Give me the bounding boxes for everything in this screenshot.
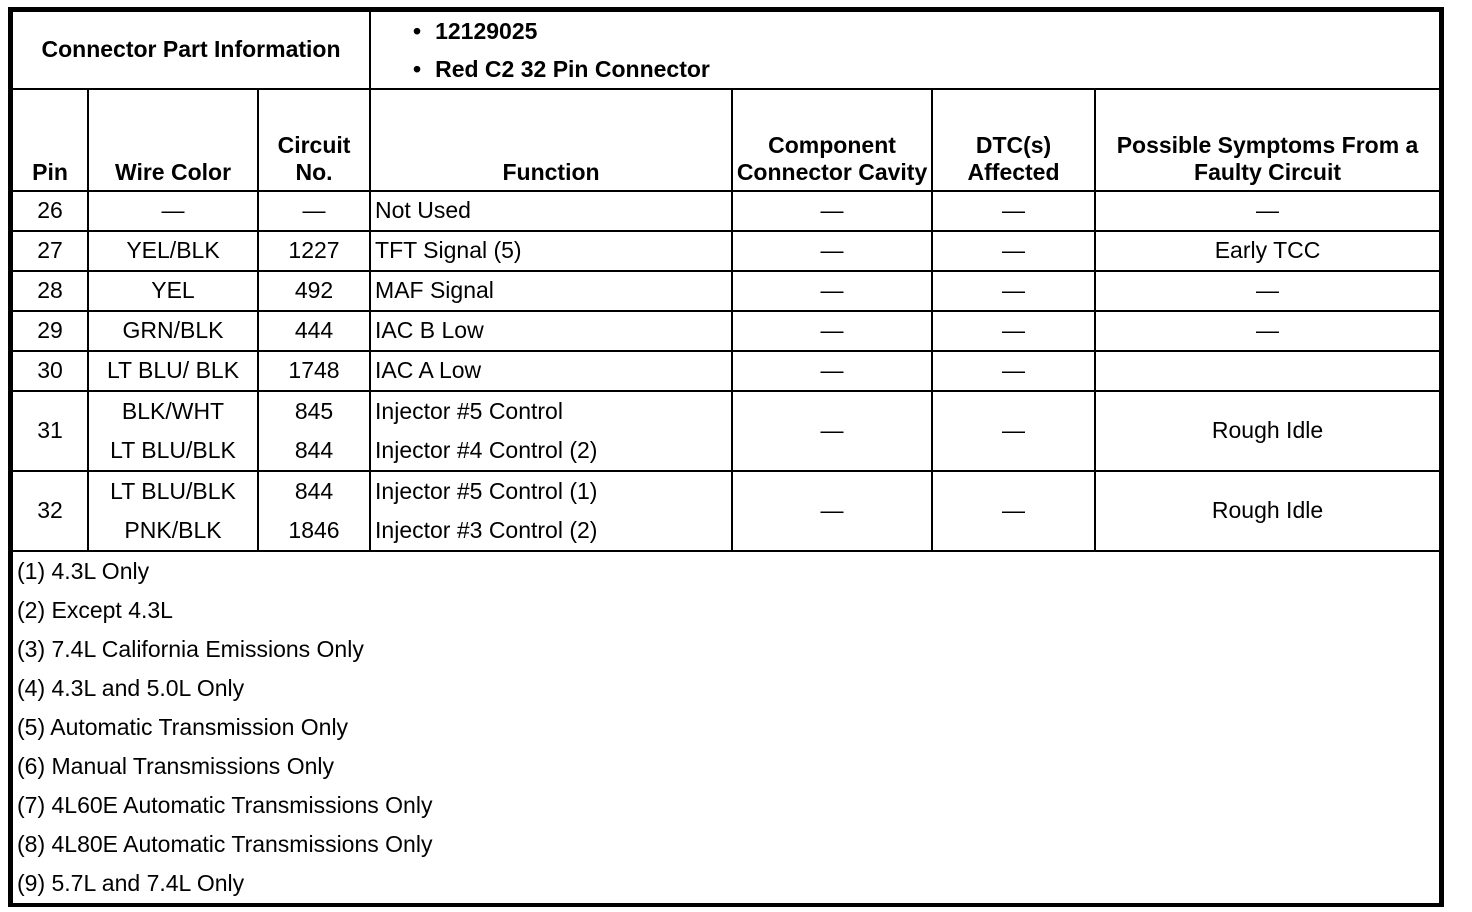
notes-cell xyxy=(12,551,1440,904)
footnote: (4) 4.3L and 5.0L Only xyxy=(17,675,245,701)
function-cell xyxy=(370,391,732,471)
connector-table xyxy=(11,10,1441,905)
wire-color-cell-line: BLK/WHT xyxy=(121,398,225,424)
footnote: (6) Manual Transmissions Only xyxy=(17,753,334,779)
wire-color-cell-line: LT BLU/BLK xyxy=(110,478,236,504)
header-cavity: Component Connector Cavity xyxy=(732,89,932,191)
footnote: (5) Automatic Transmission Only xyxy=(17,714,349,740)
symptoms-cell xyxy=(1095,351,1440,391)
header-dtc: DTC(s) Affected xyxy=(932,89,1095,191)
double-rows xyxy=(12,391,1440,551)
header-row xyxy=(12,89,1440,191)
circuit-cell-line: 1846 xyxy=(288,517,340,543)
circuit-cell xyxy=(258,391,370,471)
circuit-cell: 1227 xyxy=(258,231,370,271)
function-cell: IAC A Low xyxy=(370,351,732,391)
function-cell: Not Used xyxy=(370,191,732,231)
cavity-cell: — xyxy=(732,391,932,471)
symptoms-cell: — xyxy=(1095,311,1440,351)
connector-part-number: • 12129025 xyxy=(413,12,1439,50)
pin-cell: 28 xyxy=(12,271,88,311)
connector-description: • Red C2 32 Pin Connector xyxy=(413,50,1439,88)
dtc-cell: — xyxy=(932,471,1095,551)
wire-color-cell: YEL xyxy=(88,271,258,311)
function-cell: TFT Signal (5) xyxy=(370,231,732,271)
dtc-cell: — xyxy=(932,391,1095,471)
table-row xyxy=(12,351,1440,391)
dtc-cell: — xyxy=(932,231,1095,271)
pin-cell: 30 xyxy=(12,351,88,391)
symptoms-cell: — xyxy=(1095,191,1440,231)
cavity-cell: — xyxy=(732,471,932,551)
circuit-cell-line: 844 xyxy=(294,437,334,463)
wire-color-cell-line: PNK/BLK xyxy=(124,517,222,543)
pin-cell: 32 xyxy=(12,471,88,551)
dtc-cell: — xyxy=(932,311,1095,351)
cavity-cell: — xyxy=(732,351,932,391)
function-cell: MAF Signal xyxy=(370,271,732,311)
single-rows xyxy=(12,191,1440,391)
header-circuit-no: Circuit No. xyxy=(258,89,370,191)
function-cell-line: Injector #5 Control xyxy=(375,398,563,424)
dtc-cell: — xyxy=(932,191,1095,231)
footnote: (7) 4L60E Automatic Transmissions Only xyxy=(17,792,433,818)
table-row xyxy=(12,271,1440,311)
table-row-double xyxy=(12,391,1440,471)
function-cell-line: Injector #3 Control (2) xyxy=(375,517,598,543)
wire-color-cell: YEL/BLK xyxy=(88,231,258,271)
wire-color-cell: GRN/BLK xyxy=(88,311,258,351)
wire-color-cell xyxy=(88,391,258,471)
header-function: Function xyxy=(370,89,732,191)
function-cell-line: Injector #4 Control (2) xyxy=(375,437,598,463)
function-cell-line: Injector #5 Control (1) xyxy=(375,478,598,504)
symptoms-cell: Rough Idle xyxy=(1095,391,1440,471)
connector-info-label: Connector Part Information xyxy=(12,11,370,89)
dtc-cell: — xyxy=(932,351,1095,391)
circuit-cell-line: 845 xyxy=(294,398,334,424)
cavity-cell: — xyxy=(732,311,932,351)
connector-info-row xyxy=(12,11,1440,89)
wire-color-cell: LT BLU/ BLK xyxy=(88,351,258,391)
dtc-cell: — xyxy=(932,271,1095,311)
footnote: (3) 7.4L California Emissions Only xyxy=(17,636,364,662)
function-cell: IAC B Low xyxy=(370,311,732,351)
function-cell xyxy=(370,471,732,551)
table-row xyxy=(12,311,1440,351)
table-row-double xyxy=(12,471,1440,551)
pin-cell: 29 xyxy=(12,311,88,351)
cavity-cell: — xyxy=(732,231,932,271)
connector-table-sheet xyxy=(8,7,1444,907)
symptoms-cell: Rough Idle xyxy=(1095,471,1440,551)
pin-cell: 27 xyxy=(12,231,88,271)
cavity-cell: — xyxy=(732,191,932,231)
footnote: (8) 4L80E Automatic Transmissions Only xyxy=(17,831,433,857)
pin-cell: 31 xyxy=(12,391,88,471)
footnote: (9) 5.7L and 7.4L Only xyxy=(17,870,245,896)
circuit-cell: — xyxy=(258,191,370,231)
wire-color-cell xyxy=(88,471,258,551)
circuit-cell: 1748 xyxy=(258,351,370,391)
symptoms-cell: Early TCC xyxy=(1095,231,1440,271)
wire-color-cell-line: LT BLU/BLK xyxy=(110,437,236,463)
circuit-cell: 492 xyxy=(258,271,370,311)
wire-color-cell: — xyxy=(88,191,258,231)
symptoms-cell: — xyxy=(1095,271,1440,311)
cavity-cell: — xyxy=(732,271,932,311)
header-pin: Pin xyxy=(12,89,88,191)
connector-info-bullets xyxy=(370,11,1440,89)
circuit-cell: 444 xyxy=(258,311,370,351)
table-row xyxy=(12,231,1440,271)
circuit-cell xyxy=(258,471,370,551)
footnote: (2) Except 4.3L xyxy=(17,597,173,623)
footnote: (1) 4.3L Only xyxy=(17,558,150,584)
notes-row xyxy=(12,551,1440,904)
header-symptoms: Possible Symptoms From a Faulty Circuit xyxy=(1095,89,1440,191)
pin-cell: 26 xyxy=(12,191,88,231)
table-row xyxy=(12,191,1440,231)
circuit-cell-line: 844 xyxy=(294,478,334,504)
header-wire-color: Wire Color xyxy=(88,89,258,191)
